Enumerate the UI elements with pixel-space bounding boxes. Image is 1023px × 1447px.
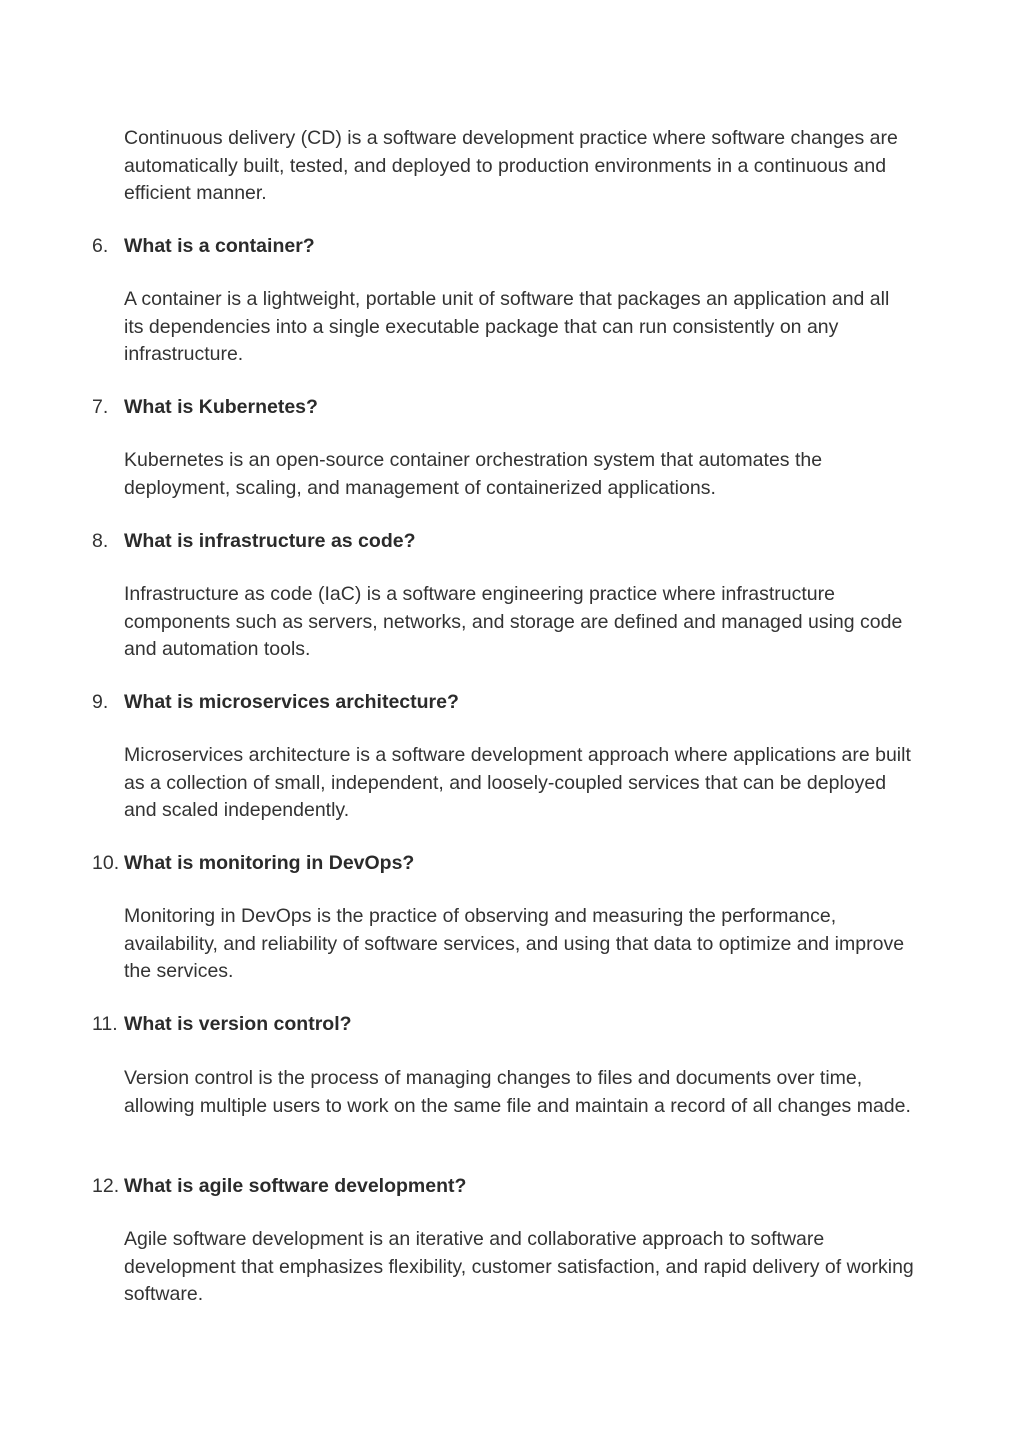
question-number: 9. [92,691,109,713]
answer-8: Infrastructure as code (IaC) is a software engineering practice where infrastructure components such as servers, networks, and storage are defined and managed using code and automation tools. [124,583,903,660]
question-11 [92,1011,912,1038]
answer-6: A container is a lightweight, portable unit of software that packages an application and all its dependencies into a single executable package that can run consistently on any infrastructure. [124,288,890,365]
question-7 [92,394,912,421]
question-text: What is microservices architecture? [124,691,459,713]
answer-9: Microservices architecture is a software development approach where applications are built as a collection of small, independent, and loosely-coupled services that can be deployed and scaled independently. [124,744,911,821]
question-number: 11. [92,1013,118,1035]
answer-12: Agile software development is an iterative and collaborative approach to software development that emphasizes flexibility, customer satisfaction, and rapid delivery of working software. [124,1228,914,1305]
question-number: 12. [92,1175,120,1197]
question-12 [92,1173,912,1200]
question-8 [92,528,912,555]
question-number: 6. [92,235,109,257]
question-text: What is a container? [124,235,315,257]
question-text: What is Kubernetes? [124,396,318,418]
answer-10: Monitoring in DevOps is the practice of observing and measuring the performance, availability, and reliability of software services, and using that data to optimize and improve the services. [124,905,905,982]
question-text: What is infrastructure as code? [124,530,416,552]
question-text: What is monitoring in DevOps? [124,852,415,874]
question-text: What is version control? [124,1013,352,1035]
question-number: 8. [92,530,109,552]
question-9 [92,689,912,716]
intro-answer: Continuous delivery (CD) is a software development practice where software changes are automatically built, tested, and deployed to production environments in a continuous and efficient manner. [124,127,898,204]
question-number: 10. [92,852,120,874]
question-text: What is agile software development? [124,1175,467,1197]
answer-11: Version control is the process of managing changes to files and documents over time, allowing multiple users to work on the same file and maintain a record of all changes made. [124,1067,911,1117]
question-number: 7. [92,396,109,418]
question-6 [92,233,912,260]
answer-7: Kubernetes is an open-source container orchestration system that automates the deployment, scaling, and management of containerized applications. [124,449,823,499]
question-10 [92,850,912,877]
